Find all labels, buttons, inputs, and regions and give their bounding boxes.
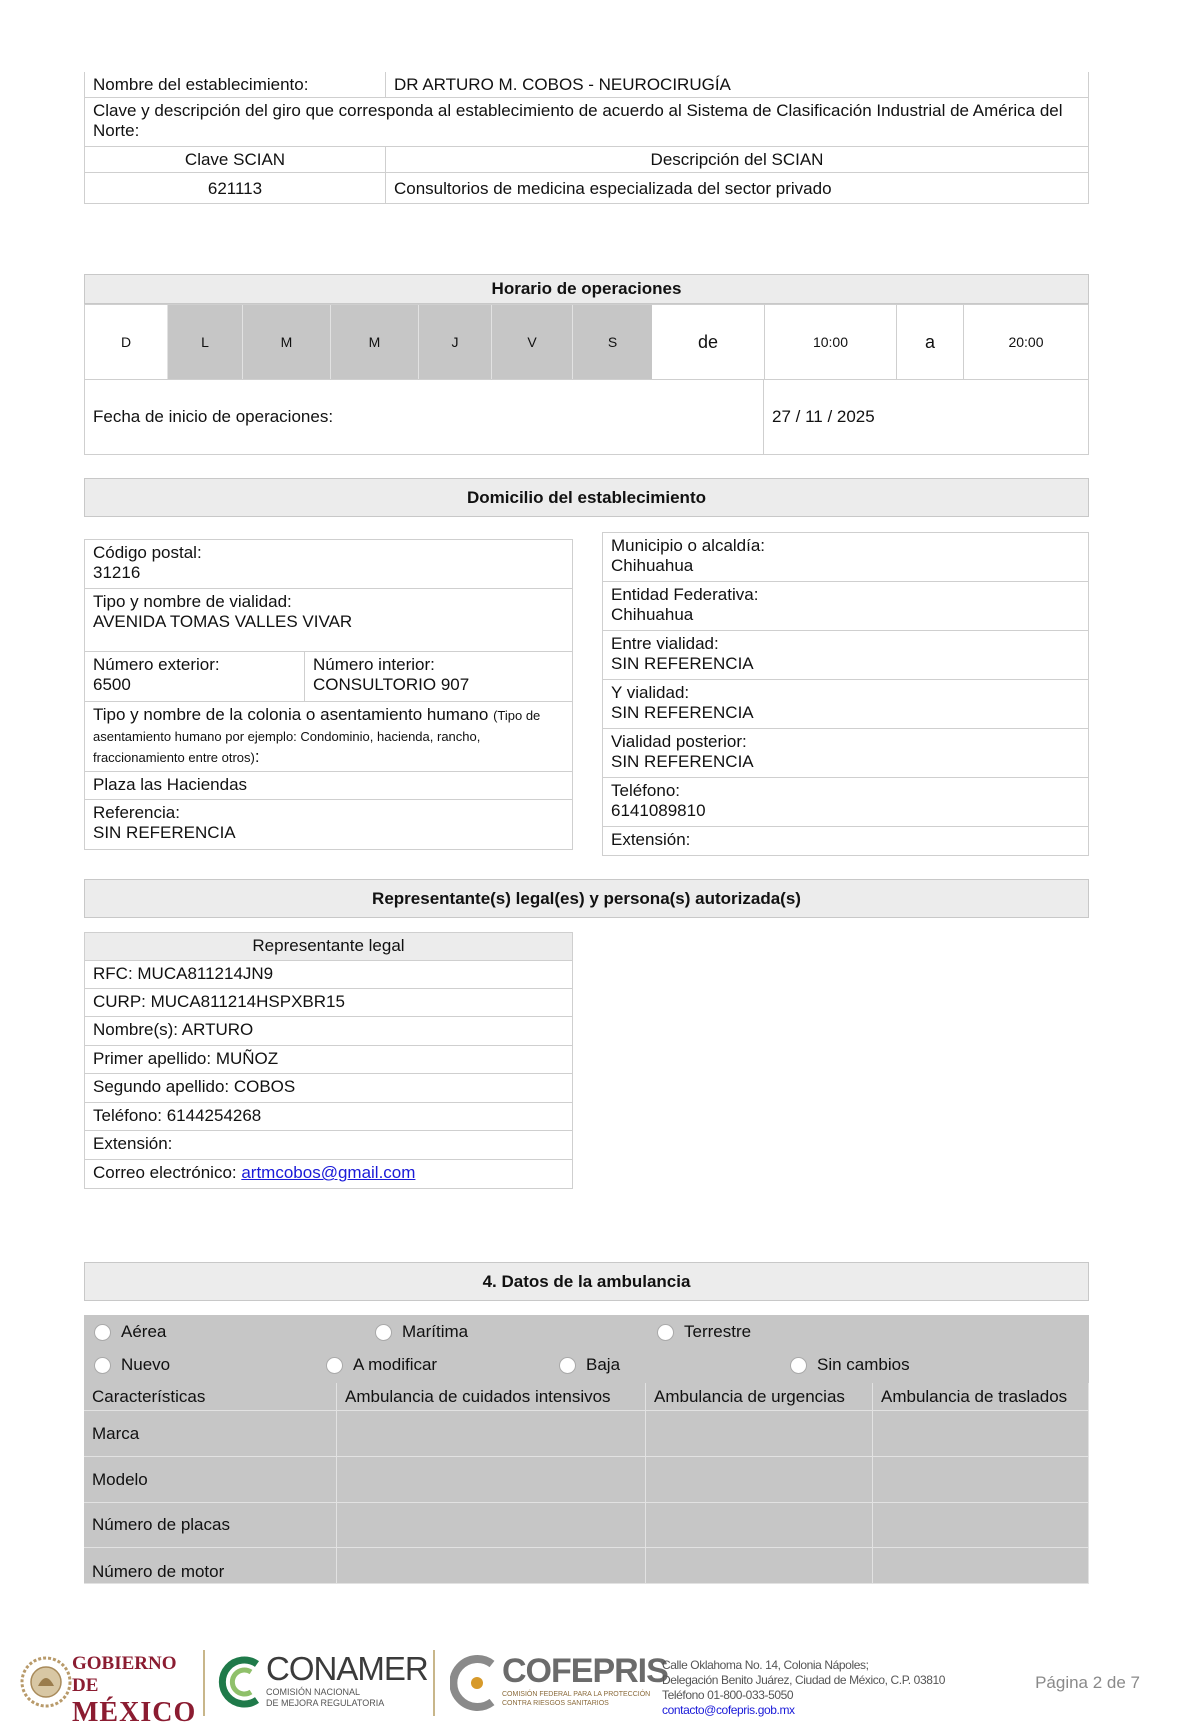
amb-row-modelo: Modelo <box>84 1457 337 1503</box>
horario-title: Horario de operaciones <box>84 274 1089 304</box>
hora-fin: 20:00 <box>963 305 1088 379</box>
entidad-cell <box>602 581 1089 631</box>
address-line3: Teléfono 01-800-033-5050 <box>662 1688 794 1702</box>
day-v: V <box>491 305 572 379</box>
cp-value: 31216 <box>93 563 141 582</box>
address-line1: Calle Oklahoma No. 14, Colonia Nápoles; <box>662 1658 869 1672</box>
amb-cell[interactable] <box>873 1457 1089 1503</box>
ambulancia-options <box>84 1315 1089 1383</box>
gobierno-logo <box>72 1653 197 1729</box>
telefono-value: 6141089810 <box>611 801 706 820</box>
cofepris-sub2: CONTRA RIESGOS SANITARIOS <box>502 1700 609 1707</box>
a-label: a <box>896 305 963 379</box>
day-l: L <box>167 305 242 379</box>
inicio-label: Fecha de inicio de operaciones: <box>84 379 764 455</box>
cofepris-logo <box>502 1652 668 1708</box>
radio-aerea[interactable] <box>94 1319 166 1345</box>
domicilio-title: Domicilio del establecimiento <box>84 478 1089 517</box>
radio-icon[interactable] <box>375 1324 392 1341</box>
conamer-sub1: COMISIÓN NACIONAL <box>266 1687 361 1697</box>
amb-cell[interactable] <box>337 1548 646 1584</box>
rep-email-link[interactable]: artmcobos@gmail.com <box>241 1163 416 1182</box>
day-d: D <box>85 305 167 379</box>
page-number: Página 2 de 7 <box>1035 1673 1140 1692</box>
municipio-label: Municipio o alcaldía: <box>611 536 766 555</box>
scian-clave-header: Clave SCIAN <box>84 146 386 173</box>
amb-cell[interactable] <box>646 1503 873 1548</box>
num-int-cell <box>304 651 573 702</box>
cp-cell <box>84 539 573 589</box>
rep-curp: CURP: MUCA811214HSPXBR15 <box>84 988 573 1017</box>
num-ext-value: 6500 <box>93 675 131 694</box>
radio-a-modificar-label: A modificar <box>353 1355 438 1374</box>
rep-email <box>84 1159 573 1189</box>
referencia-cell <box>84 799 573 850</box>
conamer-icon <box>217 1652 265 1712</box>
entre-value: SIN REFERENCIA <box>611 654 754 673</box>
extension-cell <box>602 826 1089 856</box>
gobierno-line1: GOBIERNO DE <box>72 1653 177 1696</box>
telefono-label: Teléfono: <box>611 781 680 800</box>
ambulancia-title: 4. Datos de la ambulancia <box>84 1262 1089 1301</box>
horario-row <box>84 304 1089 380</box>
radio-icon[interactable] <box>94 1357 111 1374</box>
amb-cell[interactable] <box>873 1411 1089 1457</box>
num-int-label: Número interior: <box>313 655 435 674</box>
hora-inicio: 10:00 <box>764 305 896 379</box>
amb-header-cuidados: Ambulancia de cuidados intensivos <box>337 1383 646 1411</box>
nombre-label: Nombre del establecimiento: <box>84 72 386 98</box>
amb-cell[interactable] <box>873 1503 1089 1548</box>
footer-divider <box>203 1650 205 1716</box>
amb-header-caracteristicas: Características <box>84 1383 337 1411</box>
amb-row-marca: Marca <box>84 1411 337 1457</box>
scian-desc-value: Consultorios de medicina especializada del sector privado <box>385 172 1089 204</box>
entidad-value: Chihuahua <box>611 605 694 624</box>
colonia-value: Plaza las Haciendas <box>84 771 573 800</box>
day-j: J <box>418 305 491 379</box>
cp-label: Código postal: <box>93 543 202 562</box>
radio-icon[interactable] <box>657 1324 674 1341</box>
radio-nuevo-label: Nuevo <box>121 1355 171 1374</box>
rep-nombre: Nombre(s): ARTURO <box>84 1016 573 1046</box>
scian-clave-value: 621113 <box>84 172 386 204</box>
entre-cell <box>602 630 1089 680</box>
rep-primer-apellido: Primer apellido: MUÑOZ <box>84 1045 573 1074</box>
cofepris-sub1: COMISIÓN FEDERAL PARA LA PROTECCIÓN <box>502 1691 651 1698</box>
day-m1: M <box>242 305 330 379</box>
day-m2: M <box>330 305 418 379</box>
vialidad-label: Tipo y nombre de vialidad: <box>93 592 292 611</box>
gobierno-line2: MÉXICO <box>72 1697 197 1728</box>
amb-cell[interactable] <box>873 1548 1089 1584</box>
amb-cell[interactable] <box>646 1457 873 1503</box>
radio-icon[interactable] <box>559 1357 576 1374</box>
radio-baja-label: Baja <box>586 1355 621 1374</box>
rep-subtitle: Representante legal <box>84 932 573 961</box>
conamer-sub2: DE MEJORA REGULATORIA <box>266 1698 385 1708</box>
num-ext-label: Número exterior: <box>93 655 220 674</box>
extension-label: Extensión: <box>611 830 691 849</box>
rep-email-label: Correo electrónico: <box>93 1163 242 1182</box>
nombre-value: DR ARTURO M. COBOS - NEUROCIRUGÍA <box>385 72 1089 98</box>
representantes-title: Representante(s) legal(es) y persona(s) autorizada(s) <box>84 879 1089 918</box>
colonia-colon: : <box>254 747 260 766</box>
radio-icon[interactable] <box>94 1324 111 1341</box>
amb-header-traslados: Ambulancia de traslados <box>873 1383 1089 1411</box>
radio-maritima[interactable] <box>375 1319 468 1345</box>
inicio-value: 27 / 11 / 2025 <box>763 379 1089 455</box>
radio-sin-cambios[interactable] <box>790 1352 910 1378</box>
rep-rfc: RFC: MUCA811214JN9 <box>84 960 573 989</box>
y-vialidad-value: SIN REFERENCIA <box>611 703 754 722</box>
gobierno-seal-icon <box>20 1650 72 1714</box>
radio-maritima-label: Marítima <box>402 1322 469 1341</box>
num-ext-cell <box>84 651 305 702</box>
municipio-cell <box>602 532 1089 582</box>
footer-address <box>662 1658 962 1718</box>
radio-nuevo[interactable] <box>94 1352 170 1378</box>
footer-contact-link[interactable]: contacto@cofepris.gob.mx <box>662 1703 795 1717</box>
radio-terrestre-label: Terrestre <box>684 1322 752 1341</box>
vialidad-cell <box>84 588 573 652</box>
radio-sin-cambios-label: Sin cambios <box>817 1355 910 1374</box>
radio-aerea-label: Aérea <box>121 1322 167 1341</box>
radio-terrestre[interactable] <box>657 1319 751 1345</box>
posterior-value: SIN REFERENCIA <box>611 752 754 771</box>
conamer-name: CONAMER <box>266 1650 428 1687</box>
referencia-value: SIN REFERENCIA <box>93 823 236 842</box>
amb-cell[interactable] <box>337 1411 646 1457</box>
rep-extension: Extensión: <box>84 1130 573 1160</box>
num-int-value: CONSULTORIO 907 <box>313 675 470 694</box>
day-s: S <box>572 305 652 379</box>
colonia-label: Tipo y nombre de la colonia o asentamiento humano <box>93 705 489 724</box>
radio-baja[interactable] <box>559 1352 620 1378</box>
radio-icon[interactable] <box>790 1357 807 1374</box>
amb-cell[interactable] <box>646 1548 873 1584</box>
clave-desc-text: Clave y descripción del giro que corresponda al establecimiento de acuerdo al Sistema de Clasificación Industrial de América del Norte: <box>84 97 1089 147</box>
posterior-label: Vialidad posterior: <box>611 732 747 751</box>
amb-row-motor: Número de motor <box>84 1548 337 1584</box>
telefono-cell <box>602 777 1089 827</box>
y-vialidad-label: Y vialidad: <box>611 683 690 702</box>
colonia-note: (Tipo de asentamiento humano por ejemplo: Condominio, hacienda, rancho, fraccionamiento entre otros) <box>93 708 541 765</box>
address-line2: Delegación Benito Juárez, Ciudad de México, C.P. 03810 <box>662 1673 946 1687</box>
entidad-label: Entidad Federativa: <box>611 585 759 604</box>
amb-header-urgencias: Ambulancia de urgencias <box>646 1383 873 1411</box>
radio-a-modificar[interactable] <box>326 1352 437 1378</box>
footer-divider <box>433 1650 435 1716</box>
amb-cell[interactable] <box>337 1503 646 1548</box>
posterior-cell <box>602 728 1089 778</box>
amb-cell[interactable] <box>646 1411 873 1457</box>
referencia-label: Referencia: <box>93 803 180 822</box>
colonia-cell <box>84 701 573 772</box>
cofepris-name: COFEPRIS <box>502 1652 668 1690</box>
y-vialidad-cell <box>602 679 1089 729</box>
conamer-logo <box>266 1650 428 1709</box>
municipio-value: Chihuahua <box>611 556 694 575</box>
vialidad-value: AVENIDA TOMAS VALLES VIVAR <box>93 612 353 631</box>
rep-segundo-apellido: Segundo apellido: COBOS <box>84 1073 573 1103</box>
amb-cell[interactable] <box>337 1457 646 1503</box>
cofepris-icon <box>450 1652 500 1714</box>
rep-telefono: Teléfono: 6144254268 <box>84 1102 573 1131</box>
amb-row-placas: Número de placas <box>84 1503 337 1548</box>
radio-icon[interactable] <box>326 1357 343 1374</box>
scian-desc-header: Descripción del SCIAN <box>385 146 1089 173</box>
de-label: de <box>697 331 719 352</box>
entre-label: Entre vialidad: <box>611 634 719 653</box>
